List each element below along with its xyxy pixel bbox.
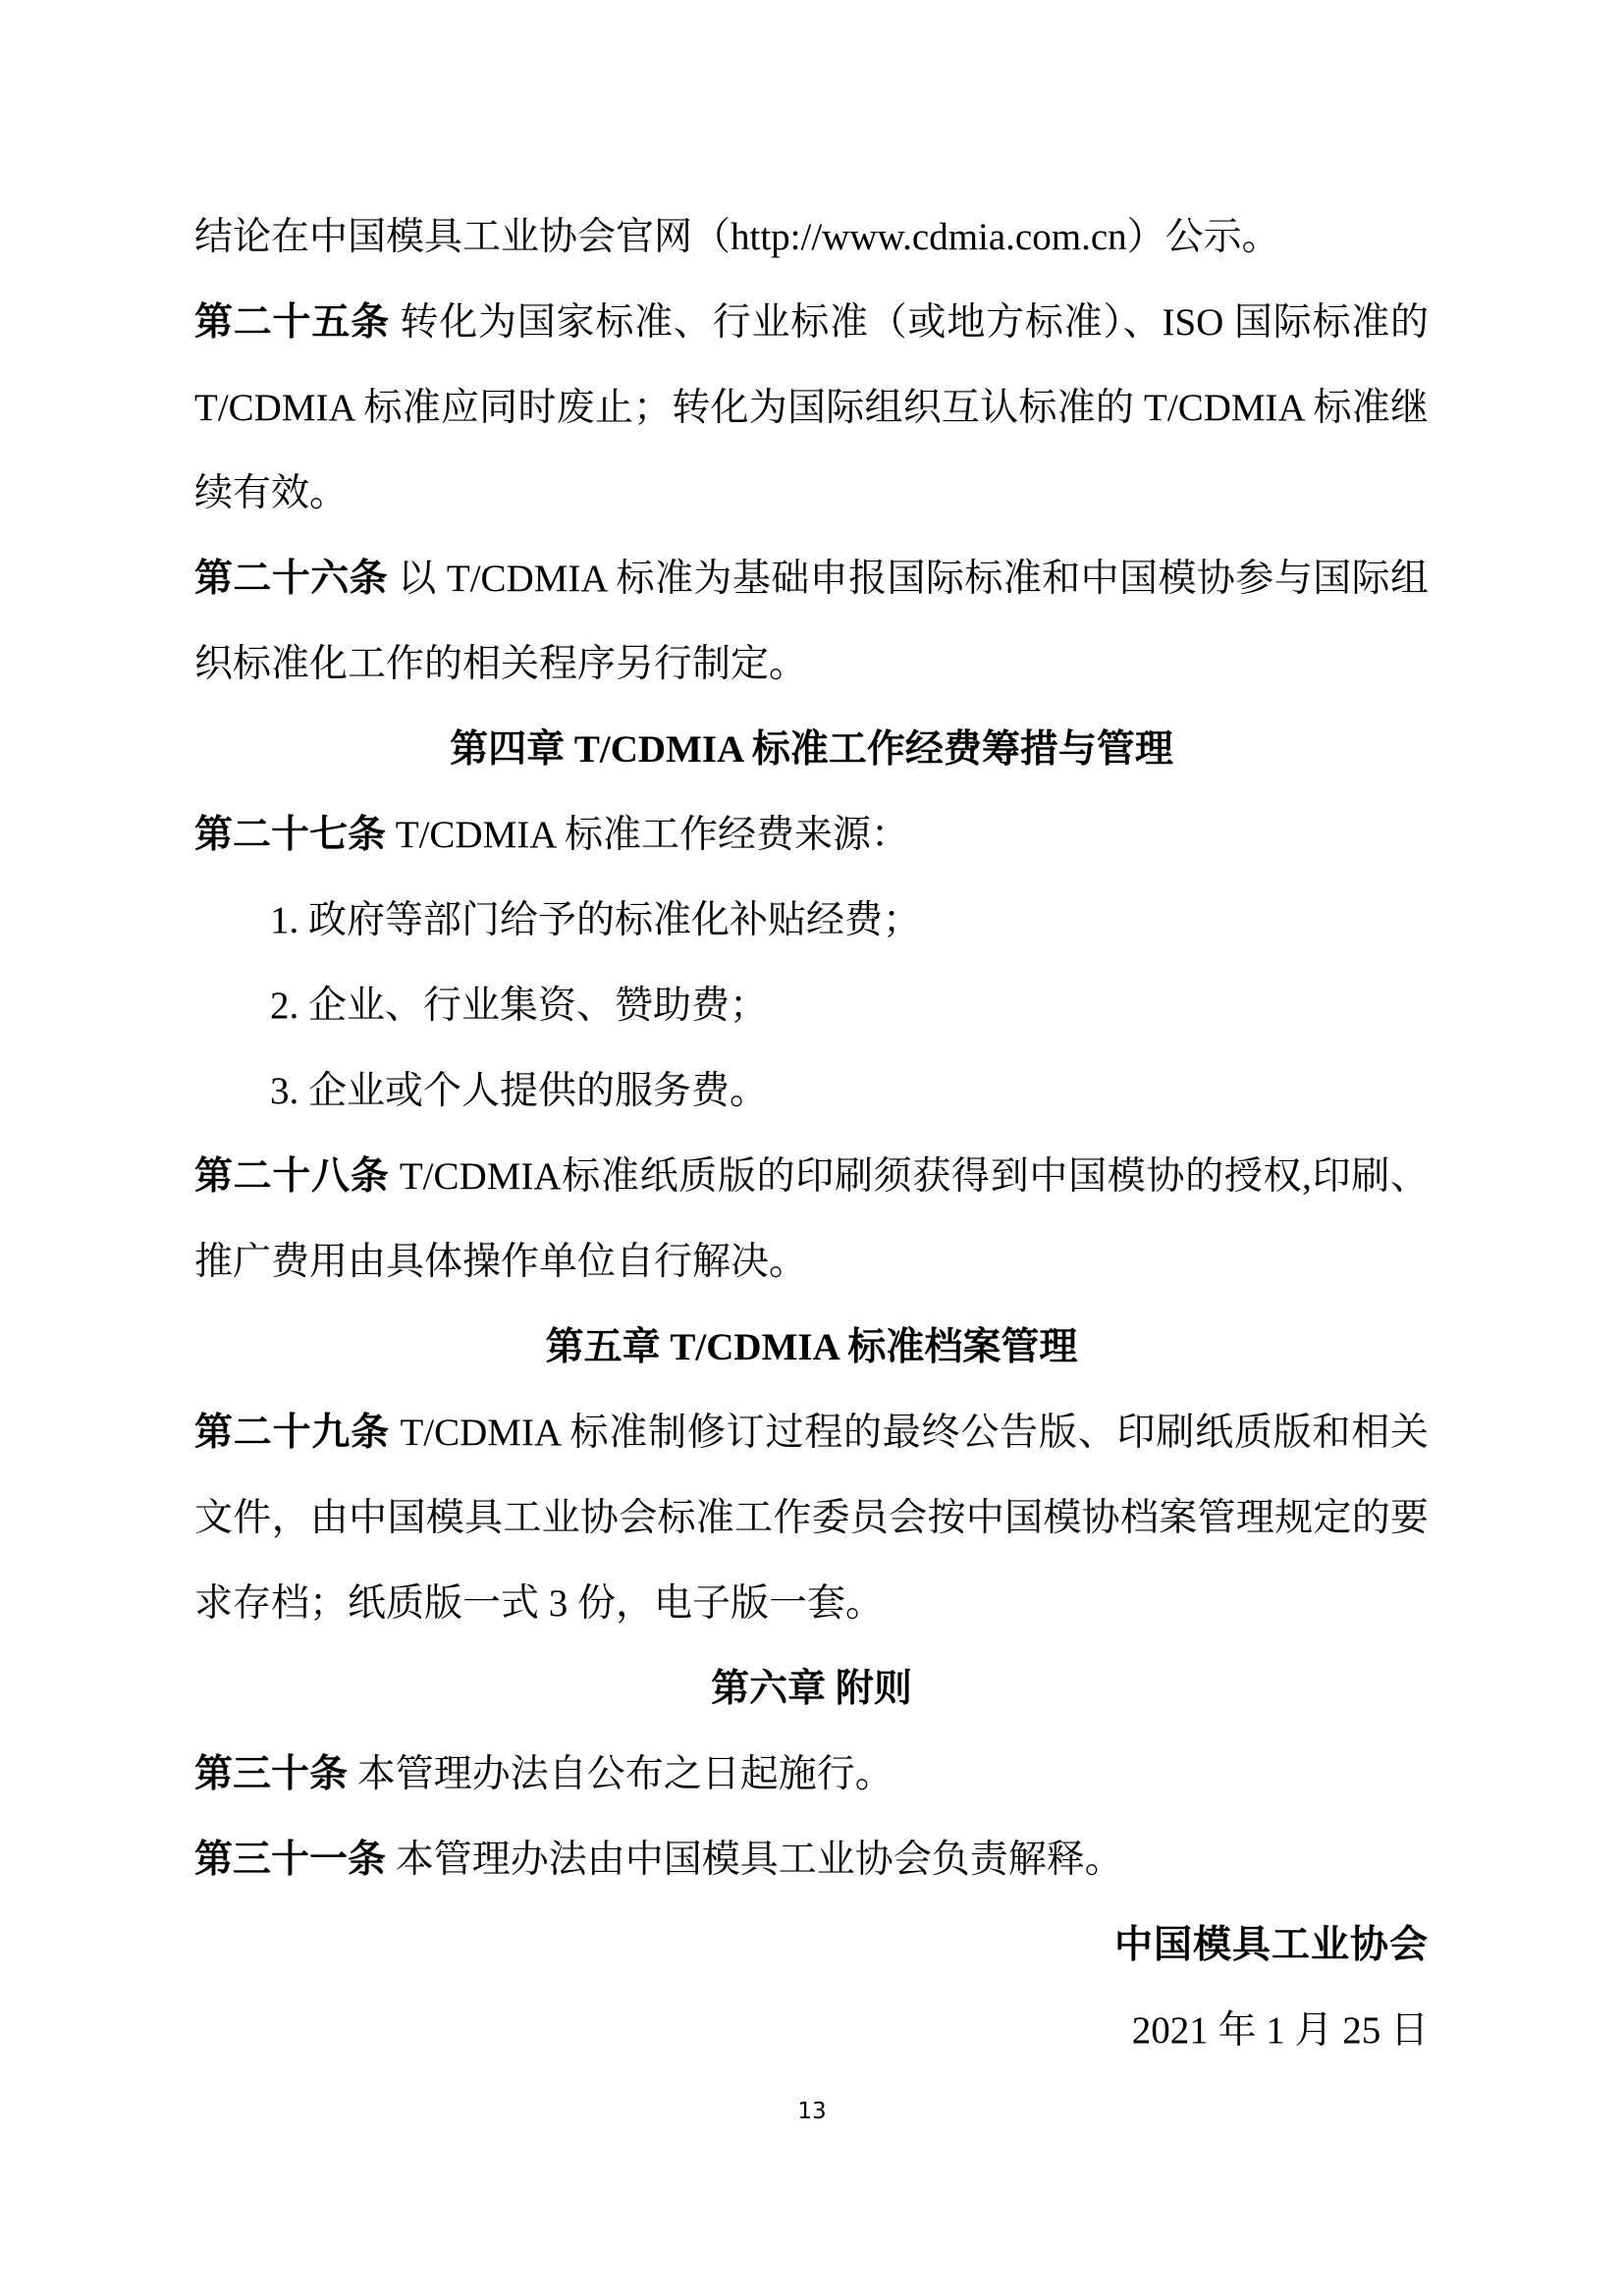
- funding-list-item-1: 1. 政府等部门给予的标准化补贴经费；: [270, 899, 922, 941]
- funding-list-item-3: 3. 企业或个人提供的服务费。: [270, 1070, 769, 1112]
- article-25-continuation-2: 续有效。: [194, 472, 349, 514]
- article-31-number: 第三十一条: [194, 1839, 387, 1881]
- article-28-continuation: 推广费用由具体操作单位自行解决。: [194, 1241, 808, 1283]
- article-25-line: [194, 280, 1429, 365]
- date-line: 2021 年 1 月 25 日: [1131, 2009, 1429, 2052]
- article-25-number: 第二十五条: [194, 301, 390, 344]
- article-30-line: [194, 1732, 1429, 1817]
- article-28-line: [194, 1134, 1429, 1219]
- page-number: 13: [797, 2099, 827, 2124]
- article-29-number: 第二十九条: [194, 1412, 390, 1454]
- article-26-continuation: 织标准化工作的相关程序另行制定。: [194, 643, 808, 685]
- article-28-text: T/CDMIA标准纸质版的印刷须获得到中国模协的授权,印刷、: [389, 1155, 1429, 1198]
- article-26-line: [194, 536, 1429, 621]
- chapter-5-heading: 第五章 T/CDMIA 标准档案管理: [545, 1326, 1078, 1368]
- article-27-text: T/CDMIA 标准工作经费来源：: [386, 814, 910, 856]
- article-30-number: 第三十条: [194, 1753, 349, 1795]
- article-29-text: T/CDMIA 标准制修订过程的最终公告版、印刷纸质版和相关: [389, 1412, 1429, 1454]
- article-25-continuation-1: T/CDMIA 标准应同时废止；转化为国际组织互认标准的 T/CDMIA 标准继: [194, 387, 1429, 429]
- article-28-number: 第二十八条: [194, 1155, 390, 1198]
- article-29-line: [194, 1390, 1429, 1475]
- chapter-4-heading: 第四章 T/CDMIA 标准工作经费筹措与管理: [450, 728, 1173, 771]
- article-29-continuation-1: 文件，由中国模具工业协会标准工作委员会按中国模协档案管理规定的要: [194, 1497, 1429, 1539]
- chapter-6-heading: 第六章 附则: [711, 1668, 912, 1710]
- article-26-number: 第二十六条: [194, 558, 389, 600]
- article-31-line: [194, 1817, 1429, 1902]
- article-30-text: 本管理办法自公布之日起施行。: [348, 1753, 893, 1795]
- signature-line: 中国模具工业协会: [1113, 1924, 1429, 1966]
- funding-list-item-2: 2. 企业、行业集资、赞助费；: [270, 985, 769, 1027]
- article-25-text: 转化为国家标准、行业标准（或地方标准）、ISO 国际标准的: [389, 301, 1429, 344]
- paragraph-conclusion-line: 结论在中国模具工业协会官网（http://www.cdmia.com.cn）公示。: [194, 216, 1280, 258]
- article-29-continuation-2: 求存档；纸质版一式 3 份，电子版一套。: [194, 1582, 885, 1625]
- document-body: [194, 194, 1429, 2073]
- article-27-number: 第二十七条: [194, 814, 387, 856]
- article-26-text: 以 T/CDMIA 标准为基础申报国际标准和中国模协参与国际组: [388, 558, 1429, 600]
- article-31-text: 本管理办法由中国模具工业协会负责解释。: [386, 1839, 1123, 1881]
- article-27-line: [194, 792, 1429, 878]
